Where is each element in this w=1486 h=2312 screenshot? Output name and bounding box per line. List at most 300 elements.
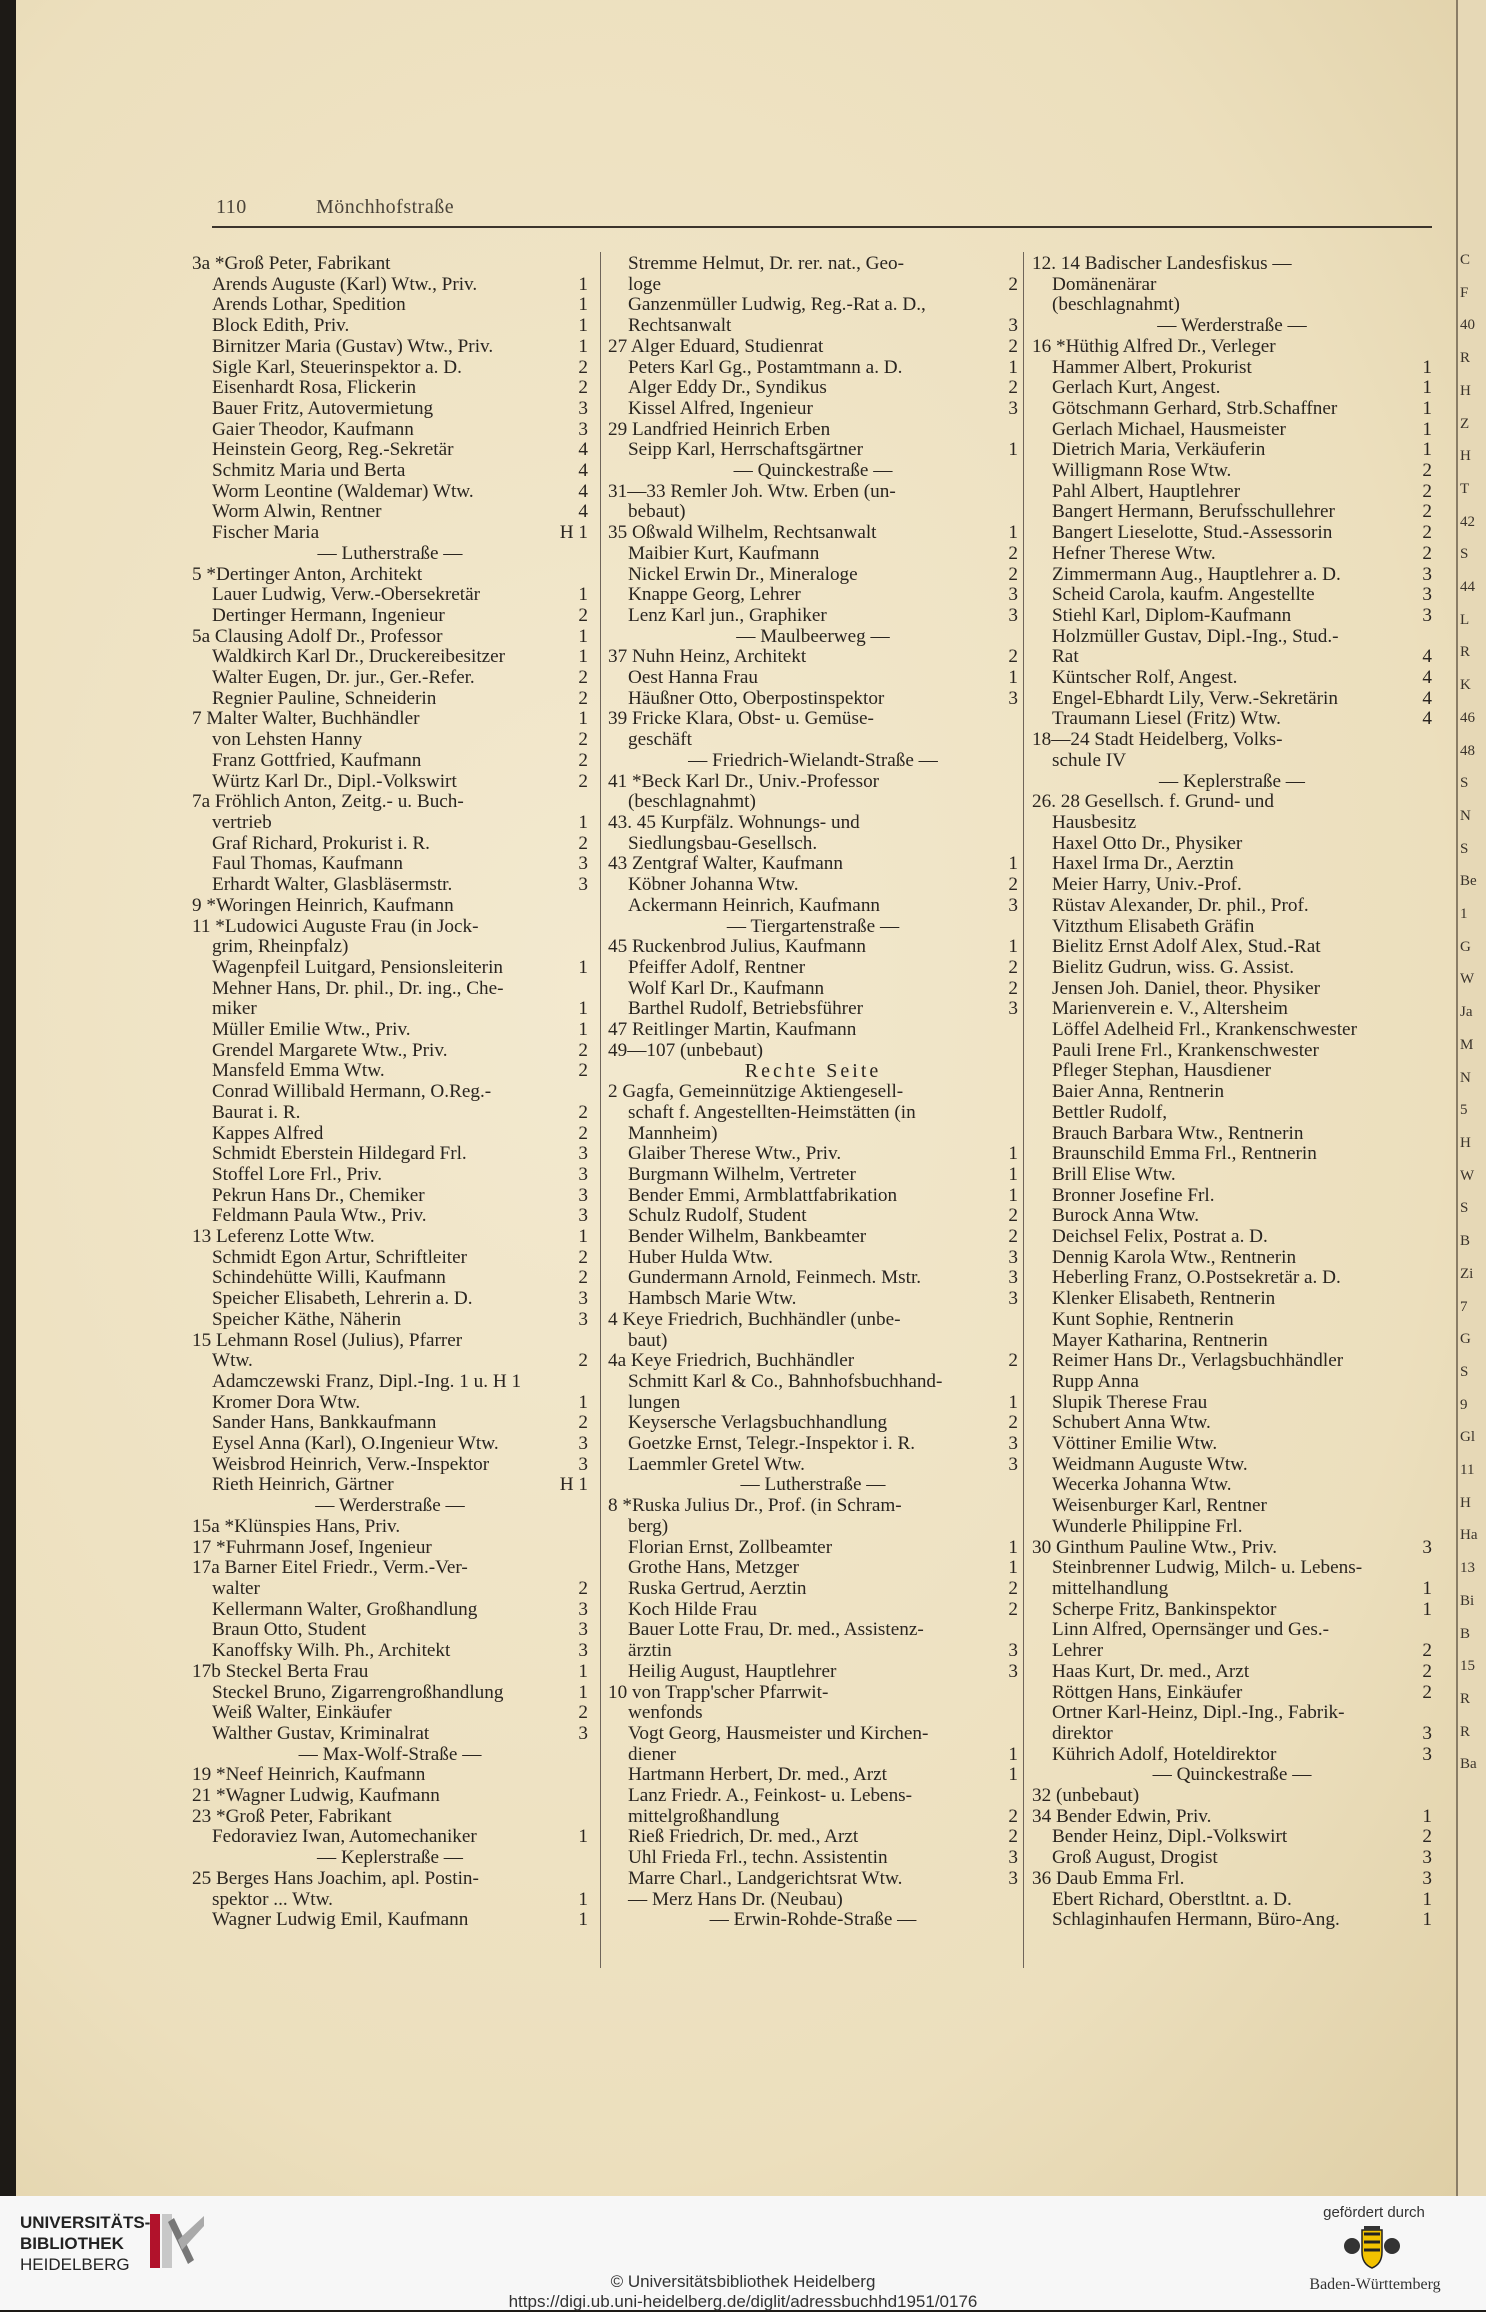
directory-entry (608, 1600, 1018, 1621)
edge-fragment: M (1460, 1036, 1474, 1053)
floor-number: 1 (1008, 937, 1018, 958)
directory-entry (192, 1910, 588, 1931)
entry-text: Reimer Hans Dr., Verlagsbuchhändler (1052, 1351, 1344, 1372)
floor-number: 1 (1422, 1806, 1432, 1827)
entry-text: 5 *Dertinger Anton, Architekt (192, 564, 423, 585)
entry-text: 26. 28 Gesellsch. f. Grund- und (1032, 792, 1274, 813)
entry-text: 43. 45 Kurpfälz. Wohnungs- und (608, 812, 860, 833)
entry-text: Lehrer (1052, 1641, 1104, 1662)
directory-entry (192, 1020, 588, 1041)
edge-fragment: 9 (1460, 1396, 1468, 1413)
directory-entry (1032, 1641, 1432, 1662)
edge-fragment: Ja (1460, 1004, 1473, 1021)
directory-entry (192, 668, 588, 689)
entry-text: 10 von Trapp'scher Pfarrwit- (608, 1682, 829, 1703)
directory-entry (192, 1538, 588, 1559)
library-name-line: UNIVERSITÄTS- (20, 2213, 151, 2232)
edge-fragment: B (1460, 1233, 1471, 1250)
directory-entry (608, 1351, 1018, 1372)
directory-entry (608, 1186, 1018, 1207)
entry-text: miker (212, 999, 257, 1020)
entry-text: 11 *Ludowici Auguste Frau (in Jock- (192, 916, 479, 937)
directory-entry (192, 585, 588, 606)
directory-entry (608, 813, 1018, 834)
directory-entry (608, 1020, 1018, 1041)
floor-number: 3 (578, 1599, 588, 1620)
directory-entry (192, 523, 588, 544)
floor-number: 1 (1008, 1765, 1018, 1786)
entry-text: Bielitz Ernst Adolf Alex, Stud.-Rat (1052, 937, 1321, 958)
directory-entry (192, 461, 588, 482)
entry-text: 37 Nuhn Heinz, Architekt (608, 647, 807, 668)
floor-number: 3 (578, 1206, 588, 1227)
directory-entry (608, 565, 1018, 586)
directory-entry (1032, 896, 1432, 917)
directory-entry (1032, 440, 1432, 461)
floor-number: 1 (578, 812, 588, 833)
entry-text: Lauer Ludwig, Verw.-Obersekretär (212, 585, 480, 606)
entry-text: Deichsel Felix, Postrat a. D. (1052, 1227, 1268, 1248)
entry-text: Burock Anna Wtw. (1052, 1206, 1200, 1227)
directory-entry (1032, 647, 1432, 668)
entry-text: Bender Emmi, Armblattfabrikation (628, 1185, 898, 1206)
directory-entry (1032, 917, 1432, 938)
edge-fragment: S (1460, 775, 1469, 792)
floor-number: 2 (1422, 502, 1432, 523)
directory-entry (608, 1144, 1018, 1165)
entry-text: Mansfeld Emma Wtw. (212, 1061, 385, 1082)
directory-entry (192, 1600, 588, 1621)
entry-text: — Lutherstraße — (317, 543, 463, 564)
edge-fragment: 7 (1460, 1298, 1468, 1315)
entry-text: Pauli Irene Frl., Krankenschwester (1052, 1040, 1319, 1061)
directory-entry (1032, 1890, 1432, 1911)
edge-fragment: W (1460, 971, 1475, 988)
directory-entry (608, 1124, 1018, 1145)
directory-entry (192, 337, 588, 358)
entry-text: Scherpe Fritz, Bankinspektor (1052, 1599, 1277, 1620)
directory-entry (608, 295, 1018, 316)
floor-number: 3 (1008, 1289, 1018, 1310)
entry-text: Kromer Dora Wtw. (212, 1392, 361, 1413)
floor-number: 1 (578, 1020, 588, 1041)
directory-entry (1032, 1683, 1432, 1704)
floor-number: 1 (578, 1392, 588, 1413)
floor-number: 3 (1422, 1868, 1432, 1889)
entry-text: Conrad Willibald Hermann, O.Reg.- (212, 1082, 492, 1103)
entry-text: Adamczewski Franz, Dipl.-Ing. 1 u. H 1 (212, 1371, 522, 1392)
floor-number: 3 (578, 1641, 588, 1662)
directory-entry (608, 1372, 1018, 1393)
floor-number: 3 (1008, 1247, 1018, 1268)
floor-number: 3 (1422, 1744, 1432, 1765)
entry-text: von Lehsten Hanny (212, 730, 363, 751)
directory-entry (192, 502, 588, 523)
edge-fragment: F (1460, 284, 1469, 301)
edge-fragment: B (1460, 1625, 1471, 1642)
entry-text: ärztin (628, 1641, 672, 1662)
floor-number: 1 (578, 316, 588, 337)
floor-number: 4 (1422, 709, 1432, 730)
edge-fragment: Zi (1460, 1265, 1474, 1282)
entry-text: Marre Charl., Landgerichtsrat Wtw. (628, 1868, 903, 1889)
entry-text: 34 Bender Edwin, Priv. (1032, 1806, 1212, 1827)
directory-entry (192, 1061, 588, 1082)
entry-text: Vitzthum Elisabeth Gräfin (1052, 916, 1255, 937)
entry-text: 32 (unbebaut) (1032, 1786, 1140, 1807)
directory-entry (1032, 1206, 1432, 1227)
entry-text: — Erwin-Rohde-Straße — (709, 1910, 917, 1931)
directory-entry (192, 399, 588, 420)
entry-text: Erhardt Walter, Glasbläsermstr. (212, 875, 453, 896)
directory-entry (1032, 937, 1432, 958)
entry-text: Maibier Kurt, Kaufmann (628, 543, 820, 564)
floor-number: 1 (578, 274, 588, 295)
directory-entry (192, 854, 588, 875)
entry-text: vertrieb (212, 812, 272, 833)
directory-entry (192, 1724, 588, 1745)
directory-entry (192, 709, 588, 730)
directory-entry (1032, 585, 1432, 606)
floor-number: 1 (1008, 1164, 1018, 1185)
entry-text: 35 Oßwald Wilhelm, Rechtsanwalt (608, 523, 877, 544)
entry-text: Ackermann Heinrich, Kaufmann (628, 895, 881, 916)
entry-text: wenfonds (628, 1703, 703, 1724)
edge-fragment: 48 (1460, 742, 1475, 759)
entry-text: Bettler Rudolf, (1052, 1102, 1168, 1123)
floor-number: 1 (1008, 1185, 1018, 1206)
directory-entry (608, 358, 1018, 379)
entry-text: Faul Thomas, Kaufmann (212, 854, 403, 875)
entry-text: mittelgroßhandlung (628, 1806, 780, 1827)
library-logo-text (20, 2212, 150, 2275)
directory-entry (1032, 1745, 1432, 1766)
entry-text: Schmitt Karl & Co., Bahnhofsbuchhand- (628, 1371, 943, 1392)
edge-fragment: 11 (1460, 1462, 1475, 1479)
directory-entry (608, 1786, 1018, 1807)
section-heading (608, 1061, 1018, 1082)
entry-text: Nickel Erwin Dr., Mineraloge (628, 564, 858, 585)
floor-number: 2 (1008, 1206, 1018, 1227)
directory-entry (1032, 1103, 1432, 1124)
entry-text: Waldkirch Karl Dr., Druckereibesitzer (212, 647, 506, 668)
entry-text: Bielitz Gudrun, wiss. G. Assist. (1052, 957, 1294, 978)
directory-entry (192, 254, 588, 275)
directory-entry (1032, 979, 1432, 1000)
floor-number: 3 (578, 1454, 588, 1475)
floor-number: 1 (578, 626, 588, 647)
directory-entry (1032, 875, 1432, 896)
floor-number: 3 (1008, 605, 1018, 626)
floor-number: 1 (1422, 1579, 1432, 1599)
directory-entry (608, 979, 1018, 1000)
entry-text: 43 Zentgraf Walter, Kaufmann (608, 854, 843, 875)
directory-entry (608, 1082, 1018, 1103)
entry-text: Linn Alfred, Opernsänger und Ges.- (1052, 1620, 1330, 1641)
entry-text: 4 Keye Friedrich, Buchhändler (unbe- (608, 1309, 901, 1330)
floor-number: 3 (1008, 316, 1018, 337)
entry-text: Fischer Maria (212, 523, 320, 544)
library-name-line: BIBLIOTHEK (20, 2234, 124, 2253)
floor-number: H 1 (559, 523, 588, 544)
entry-text: Mehner Hans, Dr. phil., Dr. ing., Che- (212, 978, 504, 999)
edge-fragment: 40 (1460, 317, 1475, 334)
entry-text: — Quinckestraße — (733, 461, 893, 482)
floor-number: 2 (1008, 1227, 1018, 1248)
entry-text: 31—33 Remler Joh. Wtw. Erben (un- (608, 481, 896, 502)
entry-text: Gerlach Michael, Hausmeister (1052, 419, 1286, 440)
entry-text: Haxel Irma Dr., Aerztin (1052, 854, 1234, 875)
directory-entry (192, 979, 588, 1000)
directory-entry (1032, 1227, 1432, 1248)
entry-text: Eisenhardt Rosa, Flickerin (212, 378, 417, 399)
floor-number: 3 (578, 1185, 588, 1206)
directory-entry (608, 1041, 1018, 1062)
entry-text: Rieß Friedrich, Dr. med., Arzt (628, 1827, 859, 1848)
floor-number: 3 (578, 1164, 588, 1185)
directory-entry (192, 896, 588, 917)
entry-text: 4a Keye Friedrich, Buchhändler (608, 1351, 855, 1372)
entry-text: Köbner Johanna Wtw. (628, 875, 799, 896)
directory-entry (192, 358, 588, 379)
entry-text: Traumann Liesel (Fritz) Wtw. (1052, 709, 1281, 730)
entry-text: Lenz Karl jun., Graphiker (628, 605, 827, 626)
directory-entry (1032, 1786, 1432, 1807)
floor-number: 2 (578, 1040, 588, 1061)
entry-text: — Tiergartenstraße — (726, 916, 900, 937)
funded-by-text: gefördert durch (1323, 2204, 1425, 2221)
entry-text: Sigle Karl, Steuerinspektor a. D. (212, 357, 462, 378)
floor-number: 2 (1008, 274, 1018, 295)
floor-number: 2 (1422, 481, 1432, 502)
entry-text: Knappe Georg, Lehrer (628, 585, 801, 606)
floor-number: 2 (1008, 543, 1018, 564)
entry-text: Speicher Käthe, Näherin (212, 1309, 402, 1330)
entry-text: — Keplerstraße — (1159, 771, 1305, 792)
directory-entry (1032, 1475, 1432, 1496)
directory-entry (608, 337, 1018, 358)
directory-entry (1032, 1268, 1432, 1289)
floor-number: 1 (578, 1682, 588, 1703)
directory-entry (192, 1517, 588, 1538)
floor-number: 3 (1422, 564, 1432, 585)
street-heading: Mönchhofstraße (316, 196, 455, 218)
entry-text: Götschmann Gerhard, Strb.Schaffner (1052, 398, 1338, 419)
entry-text: lungen (628, 1392, 681, 1413)
edge-fragment: Be (1460, 873, 1477, 890)
directory-entry (1032, 1807, 1432, 1828)
entry-text: geschäft (628, 730, 692, 751)
entry-text: 19 *Neef Heinrich, Kaufmann (192, 1765, 426, 1786)
entry-text: Scheid Carola, kaufm. Angestellte (1052, 585, 1315, 606)
directory-entry (192, 316, 588, 337)
entry-text: Hambsch Marie Wtw. (628, 1289, 797, 1310)
entry-text: 45 Ruckenbrod Julius, Kaufmann (608, 937, 866, 958)
entry-text: Braunschild Emma Frl., Rentnerin (1052, 1144, 1317, 1165)
directory-entry (608, 1827, 1018, 1848)
directory-entry (192, 1827, 588, 1848)
directory-entry (608, 1538, 1018, 1559)
directory-entry (1032, 792, 1432, 813)
entry-text: 49—107 (unbebaut) (608, 1040, 764, 1061)
floor-number: 3 (578, 854, 588, 875)
floor-number: 2 (1422, 523, 1432, 544)
directory-entry (608, 1620, 1018, 1641)
library-logo-icon (148, 2210, 206, 2272)
floor-number: 1 (1008, 357, 1018, 378)
directory-entry (608, 1745, 1018, 1766)
entry-text: Peters Karl Gg., Postamtmann a. D. (628, 357, 903, 378)
directory-entry (1032, 295, 1432, 316)
entry-text: schaft f. Angestellten-Heimstätten (in (628, 1102, 916, 1123)
edge-fragment: 13 (1460, 1560, 1475, 1577)
entry-text: schule IV (1052, 750, 1127, 771)
directory-entry (192, 1331, 588, 1352)
floor-number: 4 (578, 461, 588, 482)
entry-text: 12. 14 Badischer Landesfiskus — (1032, 254, 1292, 274)
directory-entry (608, 316, 1018, 337)
edge-fragment: G (1460, 1331, 1471, 1348)
edge-fragment: S (1460, 840, 1469, 857)
entry-text: Wolf Karl Dr., Kaufmann (628, 978, 825, 999)
entry-text: Schulz Rudolf, Student (628, 1206, 807, 1227)
entry-text: Hausbesitz (1052, 812, 1137, 833)
directory-entry (192, 275, 588, 296)
entry-text: Pekrun Hans Dr., Chemiker (212, 1185, 425, 1206)
floor-number: 1 (1008, 523, 1018, 544)
directory-entry (192, 1890, 588, 1911)
floor-number: 1 (1422, 1910, 1432, 1931)
directory-entry (608, 378, 1018, 399)
directory-entry (192, 1434, 588, 1455)
entry-text: Kunt Sophie, Rentnerin (1052, 1309, 1234, 1330)
entry-text: mittelhandlung (1052, 1579, 1169, 1599)
cross-street-divider (192, 1496, 588, 1517)
entry-text: Heilig August, Hauptlehrer (628, 1661, 837, 1682)
directory-entry (192, 1248, 588, 1269)
entry-text: Steinbrenner Ludwig, Milch- u. Lebens- (1052, 1558, 1363, 1579)
edge-fragment: 15 (1460, 1658, 1475, 1675)
floor-number: 2 (578, 730, 588, 751)
directory-entry (608, 1807, 1018, 1828)
directory-entry (1032, 275, 1432, 296)
floor-number: 3 (578, 1144, 588, 1165)
entry-text: 23 *Groß Peter, Fabrikant (192, 1806, 392, 1827)
entry-text: 16 *Hüthig Alfred Dr., Verleger (1032, 336, 1276, 357)
entry-text: Baier Anna, Rentnerin (1052, 1082, 1225, 1103)
floor-number: 2 (1008, 978, 1018, 999)
floor-number: 2 (578, 1123, 588, 1144)
floor-number: 4 (1422, 647, 1432, 668)
entry-text: walter (212, 1579, 260, 1599)
floor-number: 4 (578, 440, 588, 461)
directory-entry (192, 647, 588, 668)
adjacent-page-fragments (1460, 250, 1486, 1787)
directory-entry (608, 668, 1018, 689)
entry-text: 41 *Beck Karl Dr., Univ.-Professor (608, 771, 880, 792)
directory-entry (192, 482, 588, 503)
directory-entry (192, 1124, 588, 1145)
directory-entry (608, 999, 1018, 1020)
edge-fragment: R (1460, 1690, 1471, 1707)
directory-entry (1032, 813, 1432, 834)
edge-fragment: R (1460, 644, 1471, 661)
floor-number: 3 (1008, 895, 1018, 916)
entry-text: 15 Lehmann Rosel (Julius), Pfarrer (192, 1330, 463, 1351)
edge-fragment: Ha (1460, 1527, 1478, 1544)
entry-text: 8 *Ruska Julius Dr., Prof. (in Schram- (608, 1496, 902, 1517)
edge-fragment: H (1460, 1134, 1471, 1151)
directory-entry (608, 1558, 1018, 1579)
entry-text: 15a *Klünspies Hans, Priv. (192, 1516, 401, 1537)
entry-text: Block Edith, Priv. (212, 316, 350, 337)
floor-number: 2 (1008, 1806, 1018, 1827)
entry-text: Bauer Fritz, Autovermietung (212, 398, 434, 419)
edge-fragment: Z (1460, 415, 1470, 432)
entry-text: 36 Daub Emma Frl. (1032, 1868, 1185, 1889)
floor-number: 2 (578, 1413, 588, 1434)
floor-number: 3 (578, 1434, 588, 1455)
entry-text: Dertinger Hermann, Ingenieur (212, 605, 445, 626)
cross-street-divider (608, 461, 1018, 482)
directory-entry (608, 792, 1018, 813)
directory-entry (608, 1496, 1018, 1517)
directory-entry (1032, 1144, 1432, 1165)
entry-text: Vöttiner Emilie Wtw. (1052, 1434, 1218, 1455)
entry-text: Engel-Ebhardt Lily, Verw.-Sekretärin (1052, 688, 1338, 709)
directory-entry (608, 502, 1018, 523)
floor-number: 3 (1008, 1434, 1018, 1455)
directory-entry (192, 958, 588, 979)
directory-entry (1032, 1558, 1432, 1579)
directory-entry (1032, 1724, 1432, 1745)
entry-text: Keysersche Verlagsbuchhandlung (628, 1413, 888, 1434)
floor-number: 1 (578, 295, 588, 316)
floor-number: 1 (578, 1661, 588, 1682)
directory-entry (608, 875, 1018, 896)
entry-text: Worm Alwin, Rentner (212, 502, 382, 523)
floor-number: 1 (1008, 1392, 1018, 1413)
floor-number: 4 (1422, 688, 1432, 709)
directory-entry (608, 1517, 1018, 1538)
entry-text: Ruska Gertrud, Aerztin (628, 1579, 807, 1599)
floor-number: 1 (1422, 1599, 1432, 1620)
floor-number: 1 (578, 1227, 588, 1248)
edge-fragment: R (1460, 1723, 1471, 1740)
floor-number: 3 (1008, 1268, 1018, 1289)
directory-entry (192, 627, 588, 648)
directory-entry (1032, 1393, 1432, 1414)
page-number: 110 (216, 196, 247, 218)
entry-text: Steckel Bruno, Zigarrengroßhandlung (212, 1682, 504, 1703)
entry-text: — Lutherstraße — (740, 1475, 886, 1496)
cross-street-divider (608, 751, 1018, 772)
entry-text: loge (628, 274, 662, 295)
directory-entry (608, 440, 1018, 461)
entry-text: Lanz Friedr. A., Feinkost- u. Lebens- (628, 1786, 913, 1807)
entry-text: 39 Fricke Klara, Obst- u. Gemüse- (608, 709, 874, 730)
directory-entry (1032, 1372, 1432, 1393)
directory-entry (1032, 854, 1432, 875)
library-name-line: HEIDELBERG (20, 2255, 130, 2274)
edge-fragment: 5 (1460, 1102, 1468, 1119)
directory-entry (608, 482, 1018, 503)
entry-text: Schindehütte Willi, Kaufmann (212, 1268, 446, 1289)
cross-street-divider (608, 627, 1018, 648)
directory-entry (192, 1310, 588, 1331)
directory-entry (1032, 1289, 1432, 1310)
source-url-link[interactable]: https://digi.ub.uni-heidelberg.de/diglit/adressbuchhd1951/0176 (508, 2292, 978, 2311)
